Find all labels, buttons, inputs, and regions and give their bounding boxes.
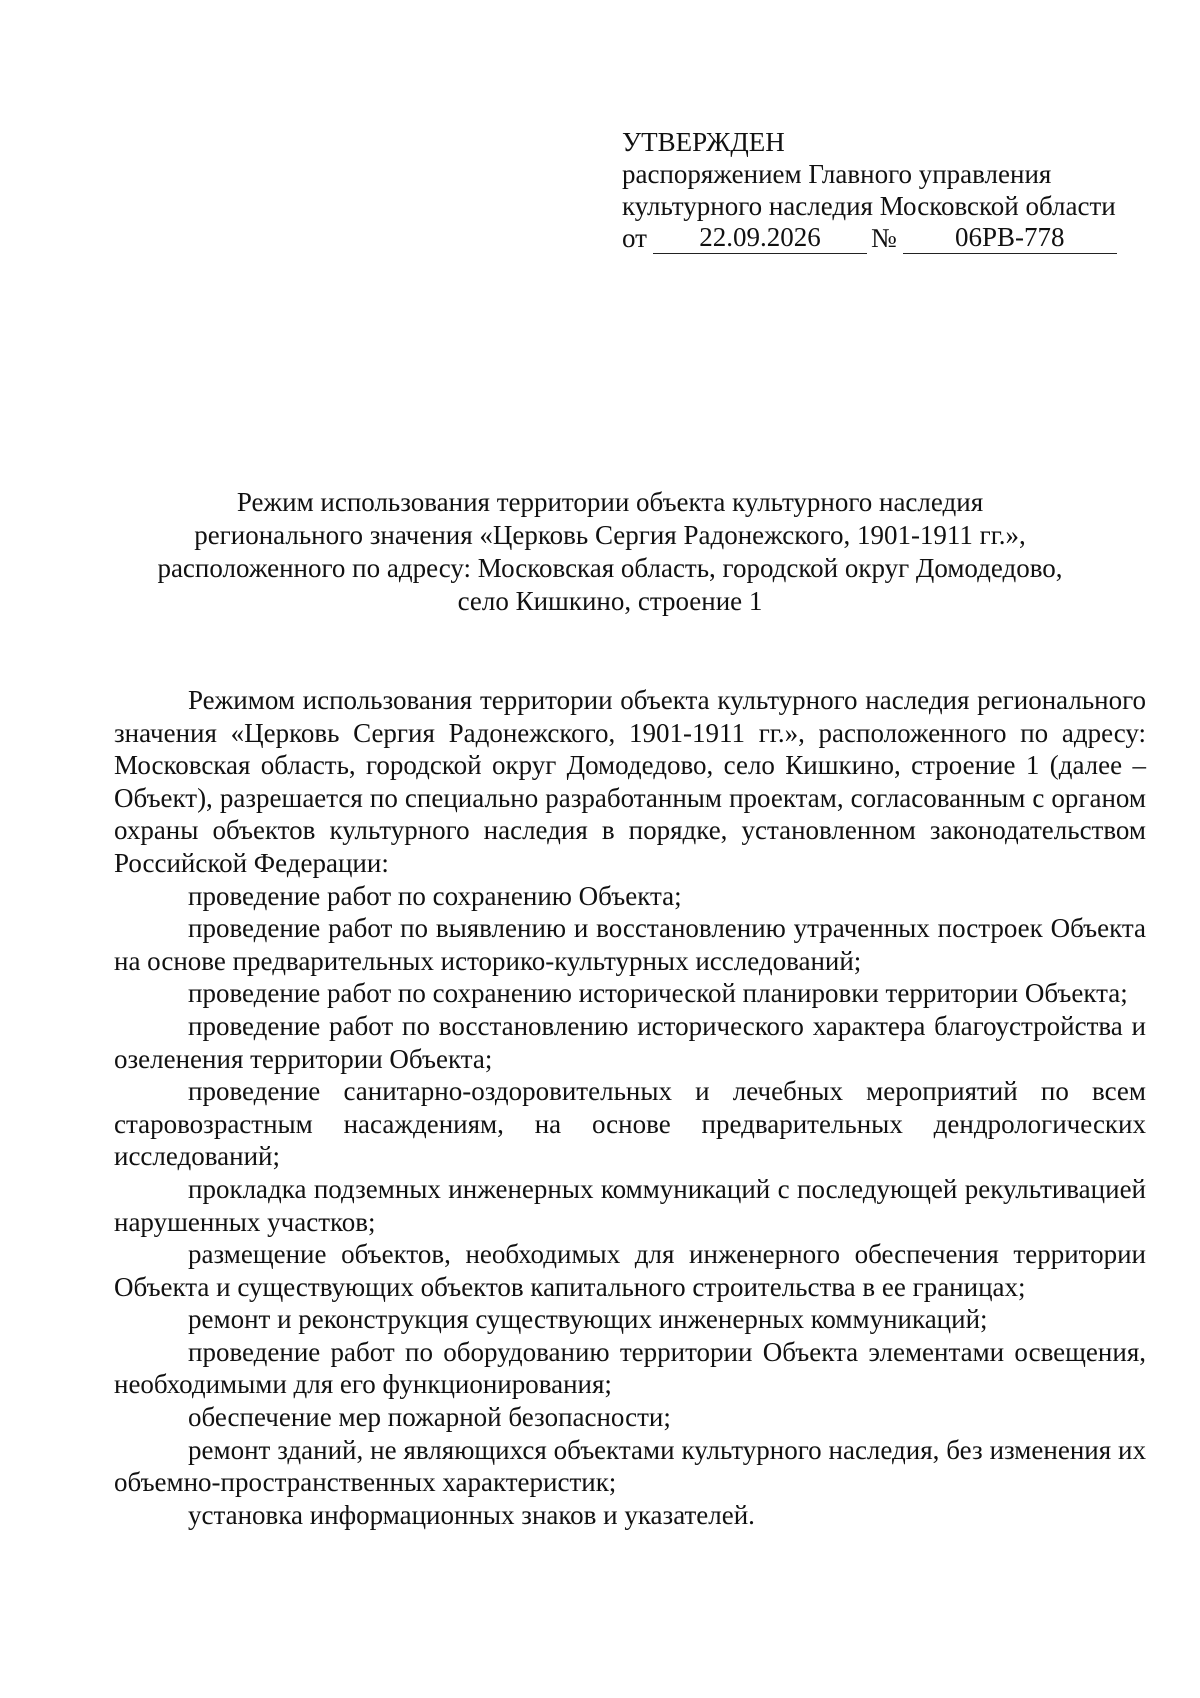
list-item: ремонт и реконструкция существующих инженерных коммуникаций; — [188, 1304, 988, 1335]
body-paragraph-intro: Режимом использования территории объекта культурного наследия регионального значения «Церковь Сергия Радонежского, 1901-1911 гг.», расположенного по адресу: Московская область, городской округ Домодедово, село Кишкино, строение 1 (далее – Объект), разрешается по специально разработанным проектам, согласованным с органом охраны объектов культурного наследия в порядке, установленном законодательством Российской Федерации: — [114, 685, 1146, 878]
title-line-3: расположенного по адресу: Московская область, городской округ Домодедово, — [157, 553, 1063, 583]
title-line-1: Режим использования территории объекта культурного наследия — [236, 487, 984, 517]
document-body — [114, 684, 1146, 1531]
number-sign: № — [870, 223, 897, 253]
document-title — [110, 486, 1110, 618]
approval-date: 22.09.2026 — [653, 223, 867, 254]
list-item: проведение работ по сохранению Объекта; — [188, 880, 682, 911]
list-item: прокладка подземных инженерных коммуникаций с последующей рекультивацией нарушенных участков; — [114, 1173, 1146, 1237]
date-prefix: от — [622, 223, 647, 253]
list-item: проведение санитарно-оздоровительных и лечебных мероприятий по всем старовозрастным насаждениям, на основе предварительных дендрологических исследований; — [114, 1076, 1146, 1172]
approval-authority-line-1: распоряжением Главного управления — [622, 159, 1052, 189]
list-item: проведение работ по восстановлению исторического характера благоустройства и озеленения территории Объекта; — [114, 1010, 1146, 1074]
list-item: ремонт зданий, не являющихся объектами культурного наследия, без изменения их объемно-пространственных характеристик; — [114, 1434, 1146, 1498]
approval-authority-line-2: культурного наследия Московской области — [622, 191, 1116, 221]
list-item: проведение работ по выявлению и восстановлению утраченных построек Объекта на основе предварительных историко-культурных исследований; — [114, 913, 1146, 976]
list-item: обеспечение мер пожарной безопасности; — [188, 1402, 671, 1433]
approval-heading: УТВЕРЖДЕН — [622, 127, 785, 157]
approval-date-number-row — [622, 222, 1142, 254]
list-item: проведение работ по сохранению исторической планировки территории Объекта; — [188, 978, 1128, 1009]
approval-stamp — [622, 126, 1142, 254]
title-line-4: село Кишкино, строение 1 — [457, 586, 763, 616]
title-line-2: регионального значения «Церковь Сергия Радонежского, 1901-1911 гг.», — [194, 520, 1026, 550]
list-item: установка информационных знаков и указателей. — [188, 1499, 755, 1530]
approval-number: 06РВ-778 — [903, 223, 1117, 254]
list-item: проведение работ по оборудованию территории Объекта элементами освещения, необходимыми для его функционирования; — [114, 1336, 1146, 1400]
list-item: размещение объектов, необходимых для инженерного обеспечения территории Объекта и существующих объектов капитального строительства в ее границах; — [114, 1239, 1146, 1302]
